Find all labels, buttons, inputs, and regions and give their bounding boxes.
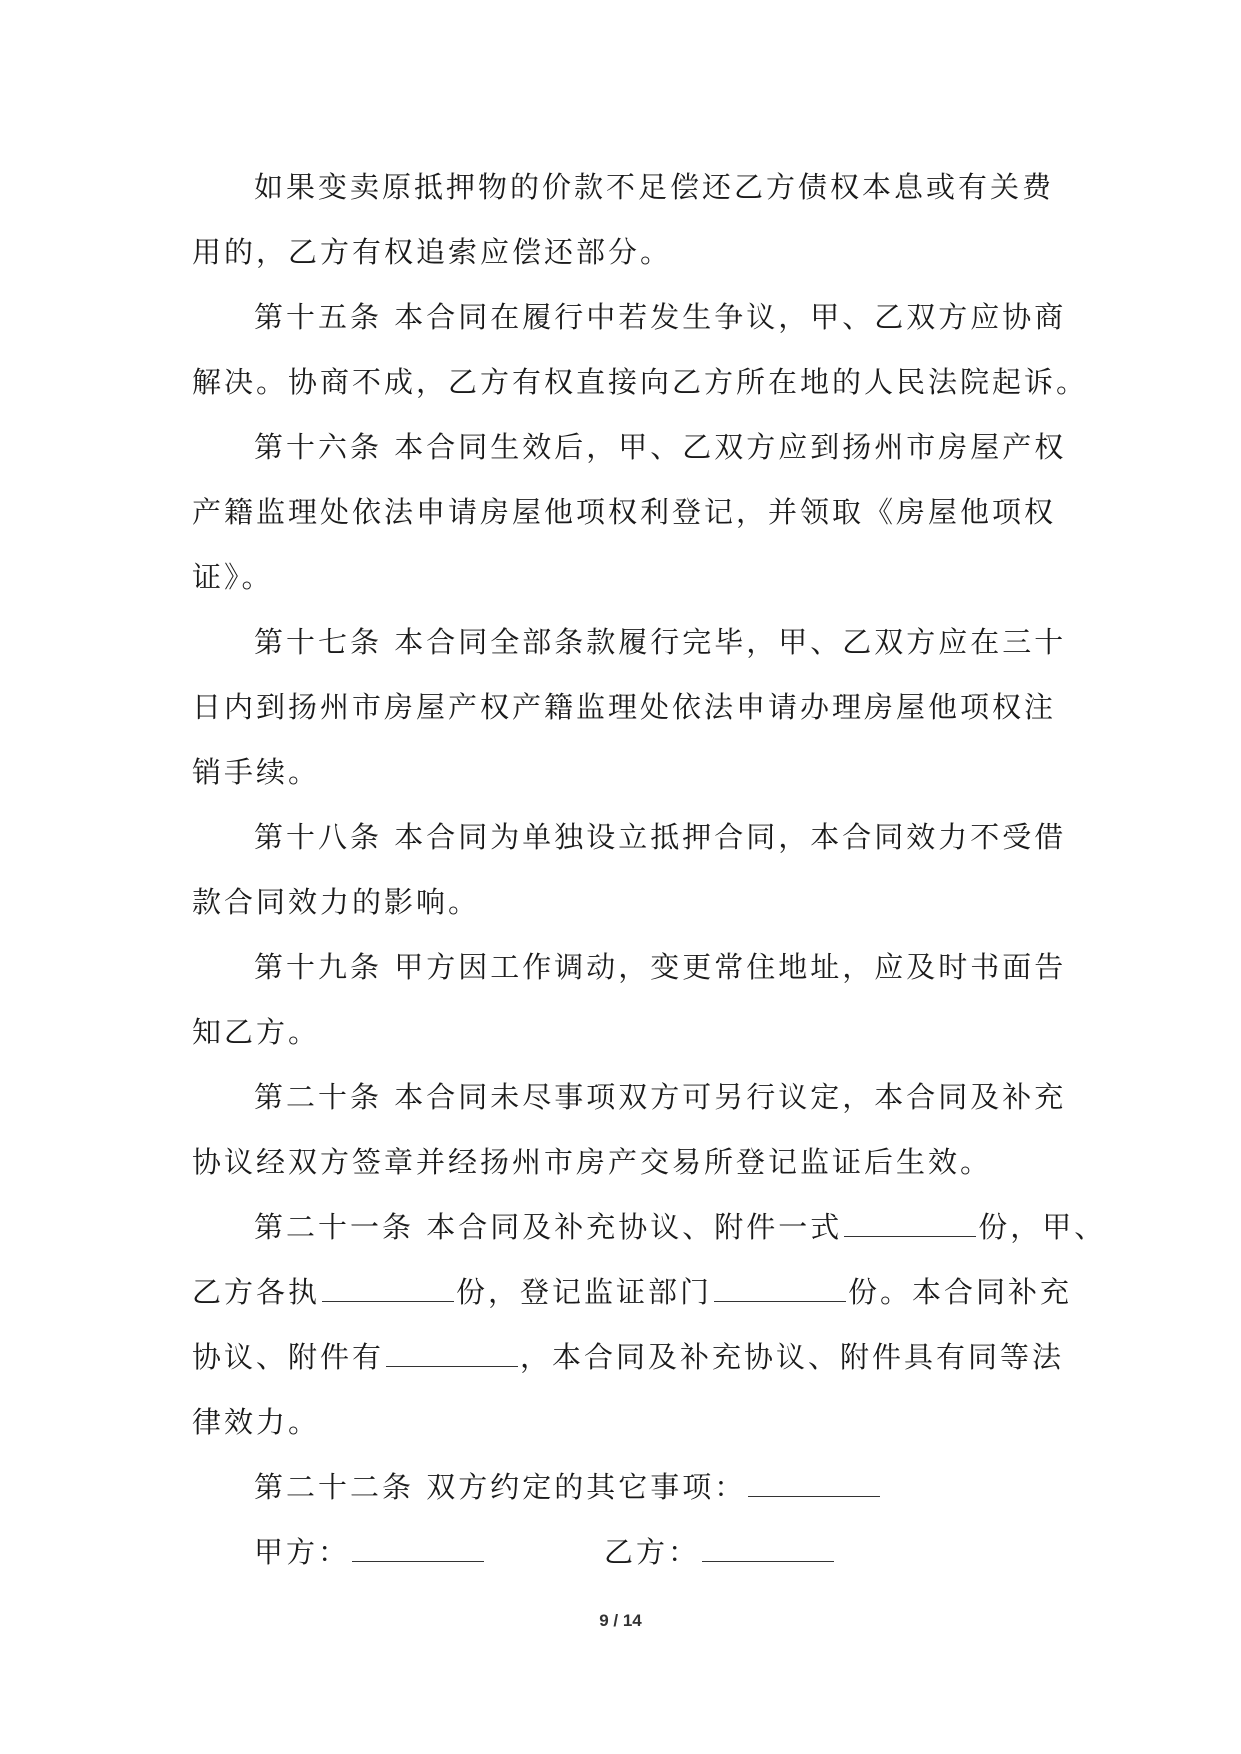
copies-total-blank bbox=[844, 1210, 976, 1237]
paragraph-article-18: 第十八条 本合同为单独设立抵押合同，本合同效力不受借 款合同效力的影响。 bbox=[192, 820, 1067, 919]
copies-each-party-blank bbox=[322, 1275, 454, 1302]
party-a-label: 甲方： bbox=[254, 1535, 351, 1569]
signature-row bbox=[192, 1520, 1062, 1585]
paragraph-article-21: 第二十一条 本合同及补充协议、附件一式 份，甲、 乙方各执 份，登记监证部门 份。本合同补充 协议、附件有 ，本合同及补充协议、附件具有同等法 律效力。 bbox=[192, 1210, 1107, 1439]
paragraph-article-16: 第十六条 本合同生效后，甲、乙双方应到扬州市房屋产权 产籍监理处依法申请房屋他项权利登记，并领取《房屋他项权 证》。 bbox=[192, 430, 1067, 594]
page-number: 9 / 14 bbox=[599, 1611, 642, 1630]
party-a-signature-blank bbox=[352, 1535, 484, 1562]
party-b-label: 乙方： bbox=[604, 1535, 701, 1569]
paragraph-article-15: 第十五条 本合同在履行中若发生争议，甲、乙双方应协商 解决。协商不成，乙方有权直接向乙方所在地的人民法院起诉。 bbox=[192, 300, 1089, 399]
paragraph-article-20: 第二十条 本合同未尽事项双方可另行议定，本合同及补充 协议经双方签章并经扬州市房产交易所登记监证后生效。 bbox=[192, 1080, 1067, 1179]
paragraph-article-19: 第十九条 甲方因工作调动，变更常住地址，应及时书面告 知乙方。 bbox=[192, 950, 1067, 1049]
other-matters-blank bbox=[748, 1470, 880, 1497]
paragraph-article-14-cont: 如果变卖原抵押物的价款不足偿还乙方债权本息或有关费 用的，乙方有权追索应偿还部分。 bbox=[192, 170, 1055, 269]
paragraph-article-17: 第十七条 本合同全部条款履行完毕，甲、乙双方应在三十 日内到扬州市房屋产权产籍监理处依法申请办理房屋他项权注 销手续。 bbox=[192, 625, 1067, 789]
paragraph-article-22: 第二十二条 双方约定的其它事项： bbox=[192, 1455, 1062, 1520]
document-body bbox=[192, 155, 1107, 1585]
copies-registry-blank bbox=[714, 1275, 846, 1302]
attachments-blank bbox=[386, 1340, 518, 1367]
party-b-signature-blank bbox=[702, 1535, 834, 1562]
